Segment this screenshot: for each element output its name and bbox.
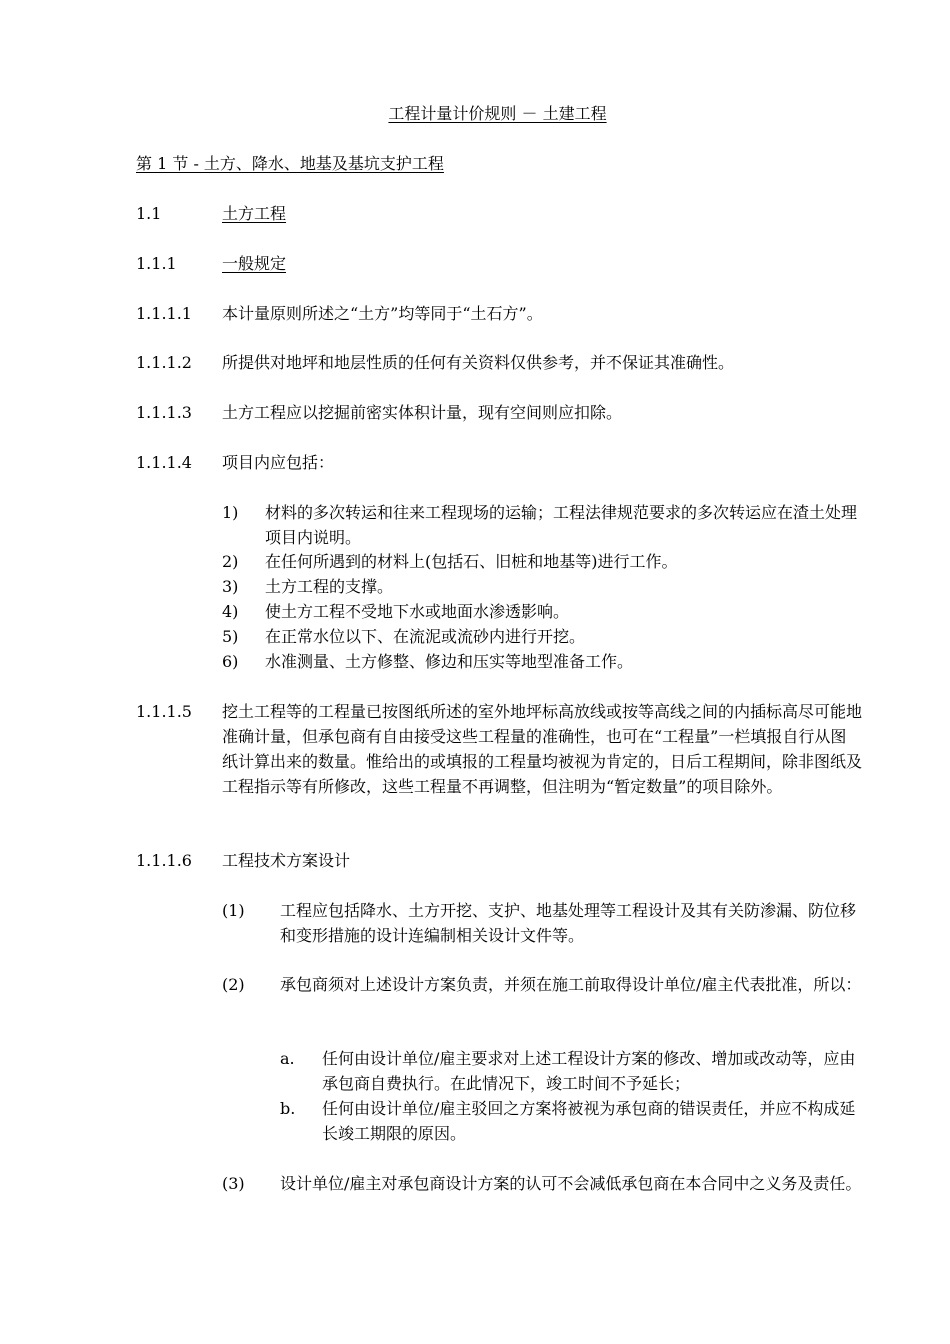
list-item-text: 承包商须对上述设计方案负责，并须在施工前取得设计单位/雇主代表批准，所以： <box>280 975 862 994</box>
list-item-number: 2) <box>222 552 239 571</box>
document-title: 工程计量计价规则 － 土建工程 <box>388 104 607 123</box>
list-item-text: 在任何所遇到的材料上(包括石、旧桩和地基等)进行工作。 <box>265 552 678 571</box>
list-item-text: 工程应包括降水、土方开挖、支护、地基处理等工程设计及其有关防渗漏、防位移和变形措施的设计连编制相关设计文件等。 <box>280 901 857 945</box>
clause-text: 挖土工程等的工程量已按图纸所述的室外地坪标高放线或按等高线之间的内插标高尽可能地准确计量，但承包商有自由接受这些工程量的准确性，也可在“工程量”一栏填报自行从图纸计算出来的数量。惟给出的或填报的工程量均被视为肯定的，日后工程期间，除非图纸及工程指示等有所修改，这些工程量不再调整，但注明为“暂定数量”的项目除外。 <box>222 702 863 796</box>
list-item-text: 使土方工程不受地下水或地面水渗透影响。 <box>265 602 570 621</box>
clause-number: 1.1.1.6 <box>136 851 192 870</box>
list-item-number: 1) <box>222 503 239 522</box>
clause-number: 1.1.1.4 <box>136 453 192 472</box>
clause-text: 工程技术方案设计 <box>222 851 351 870</box>
heading-1-title: 土方工程 <box>222 204 287 223</box>
list-item-number: 6) <box>222 652 239 671</box>
heading-1-number: 1.1 <box>136 204 162 223</box>
clause-text: 本计量原则所述之“土方”均等同于“土石方”。 <box>222 304 543 323</box>
list-item-text: 设计单位/雇主对承包商设计方案的认可不会减低承包商在本合同中之义务及责任。 <box>280 1174 862 1193</box>
list-item-number: 3) <box>222 577 239 596</box>
list-item-number: (2) <box>222 975 245 994</box>
sub-item-number: b. <box>280 1099 296 1118</box>
list-item-number: 4) <box>222 602 239 621</box>
list-item-text: 在正常水位以下、在流泥或流砂内进行开挖。 <box>265 627 586 646</box>
sub-item-number: a. <box>280 1049 295 1068</box>
clause-number: 1.1.1.3 <box>136 403 192 422</box>
list-item-text: 土方工程的支撑。 <box>265 577 394 596</box>
sub-item-text: 任何由设计单位/雇主驳回之方案将被视为承包商的错误责任，并应不构成延长竣工期限的原因。 <box>322 1099 856 1143</box>
list-item-number: (1) <box>222 901 245 920</box>
list-item-text: 材料的多次转运和往来工程现场的运输；工程法律规范要求的多次转运应在渣土处理项目内说明。 <box>265 503 858 547</box>
clause-number: 1.1.1.5 <box>136 702 192 721</box>
list-item-number: (3) <box>222 1174 245 1193</box>
clause-text: 项目内应包括： <box>222 453 335 472</box>
clause-text: 土方工程应以挖掘前密实体积计量，现有空间则应扣除。 <box>222 403 623 422</box>
list-item-number: 5) <box>222 627 239 646</box>
heading-2-title: 一般规定 <box>222 254 287 273</box>
list-item-text: 水准测量、土方修整、修边和压实等地型准备工作。 <box>265 652 634 671</box>
clause-number: 1.1.1.2 <box>136 353 192 372</box>
sub-item-text: 任何由设计单位/雇主要求对上述工程设计方案的修改、增加或改动等，应由承包商自费执行。在此情况下，竣工时间不予延长； <box>322 1049 856 1093</box>
heading-2-number: 1.1.1 <box>136 254 177 273</box>
clause-text: 所提供对地坪和地层性质的任何有关资料仅供参考，并不保证其准确性。 <box>222 353 735 372</box>
clause-number: 1.1.1.1 <box>136 304 192 323</box>
section-heading: 第 1 节 - 土方、降水、地基及基坑支护工程 <box>136 154 444 173</box>
